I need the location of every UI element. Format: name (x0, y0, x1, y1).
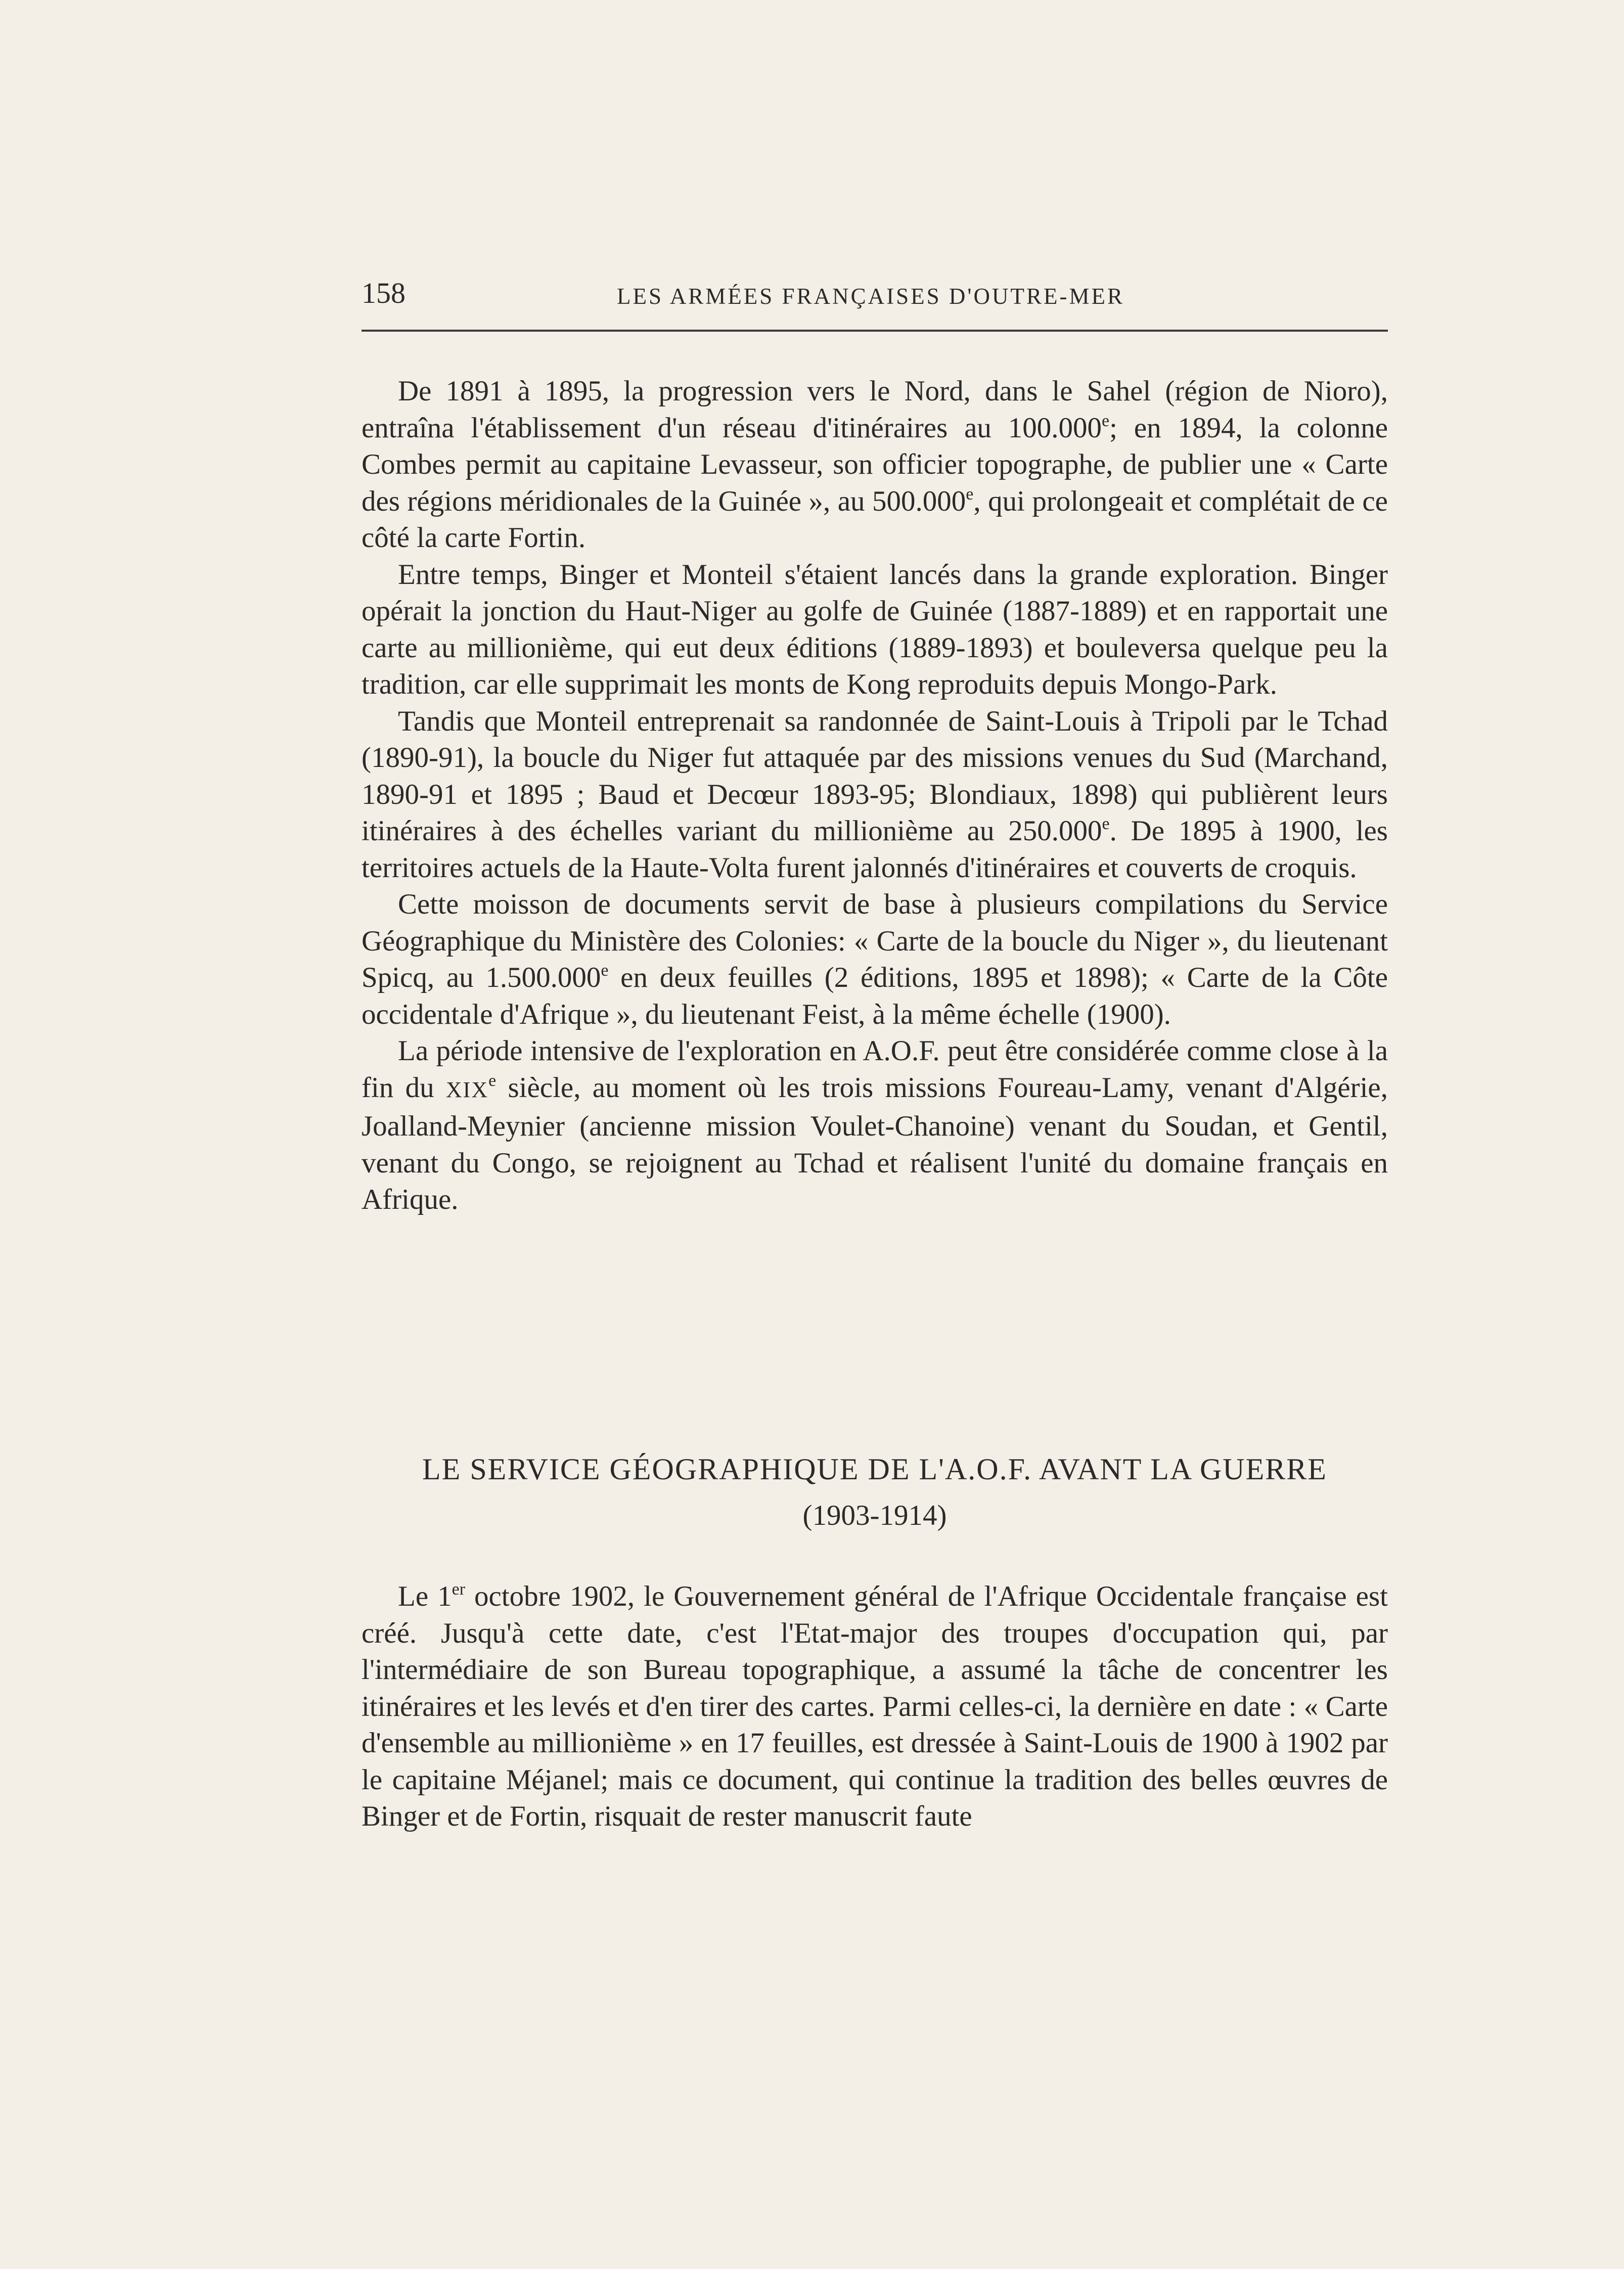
paragraph: Le 1er octobre 1902, le Gouvernement général de l'Afrique Occidentale française est créé. Jusqu'à cette date, c'est l'Etat-major des troupes d'occupation qui, par l'intermédiaire de son Bureau topographique, a assumé la tâche de concentrer les itinéraires et les levés et d'en tirer des cartes. Parmi celles-ci, la dernière en date : « Carte d'ensemble au millionième » en 17 feuilles, est dressée à Saint-Louis de 1900 à 1902 par le capitaine Méjanel; mais ce document, qui continue la tradition des belles œuvres de Binger et de Fortin, risquait de rester manuscrit faute (362, 1580, 1388, 1832)
section-heading (362, 1446, 1388, 1539)
running-title: LES ARMÉES FRANÇAISES D'OUTRE-MER (617, 284, 1124, 309)
header-rule (362, 330, 1388, 332)
page-number: 158 (362, 277, 405, 309)
section-service-geographique (362, 1578, 1388, 1835)
paragraph: Entre temps, Binger et Monteil s'étaient lancés dans la grande exploration. Binger opérait la jonction du Haut-Niger au golfe de Guinée (1887-1889) et en rapportait une carte au millionième, qui eut deux éditions (1889-1893) et bouleversa quelque peu la tradition, car elle supprimait les monts de Kong reproduits depuis Mongo-Park. (362, 558, 1388, 700)
page-header (362, 273, 1388, 334)
paragraph: Cette moisson de documents servit de base à plusieurs compilations du Service Géographique du Ministère des Colonies: « Carte de la boucle du Niger », du lieutenant Spicq, au 1.500.000e en deux feuilles (2 éditions, 1895 et 1898); « Carte de la Côte occidentale d'Afrique », du lieutenant Feist, à la même échelle (1900). (362, 888, 1388, 1030)
paragraph: Tandis que Monteil entreprenait sa randonnée de Saint-Louis à Tripoli par le Tchad (1890-91), la boucle du Niger fut attaquée par des missions venues du Sud (Marchand, 1890-91 et 1895 ; Baud et Decœur 1893-95; Blondiaux, 1898) qui publièrent leurs itinéraires à des échelles variant du millionième au 250.000e. De 1895 à 1900, les territoires actuels de la Haute-Volta furent jalonnés d'itinéraires et couverts de croquis. (362, 705, 1388, 884)
paragraph: La période intensive de l'exploration en A.O.F. peut être considérée comme close à la fin du XIXe siècle, au moment où les trois missions Foureau-Lamy, venant d'Algérie, Joalland-Meynier (ancienne mission Voulet-Chanoine) venant du Soudan, et Gentil, venant du Congo, se rejoignent au Tchad et réalisent l'unité du domaine français en Afrique. (362, 1035, 1388, 1215)
section-exploration (362, 373, 1388, 1218)
section-heading-dates: (1903-1914) (802, 1500, 947, 1531)
section-heading-title: LE SERVICE GÉOGRAPHIQUE DE L'A.O.F. AVANT LA GUERRE (422, 1453, 1327, 1486)
paragraph: De 1891 à 1895, la progression vers le Nord, dans le Sahel (région de Nioro), entraîna l'établissement d'un réseau d'itinéraires au 100.000e; en 1894, la colonne Combes permit au capitaine Levasseur, son officier topographe, de publier une « Carte des régions méridionales de la Guinée », au 500.000e, qui prolongeait et complétait de ce côté la carte Fortin. (362, 375, 1388, 554)
